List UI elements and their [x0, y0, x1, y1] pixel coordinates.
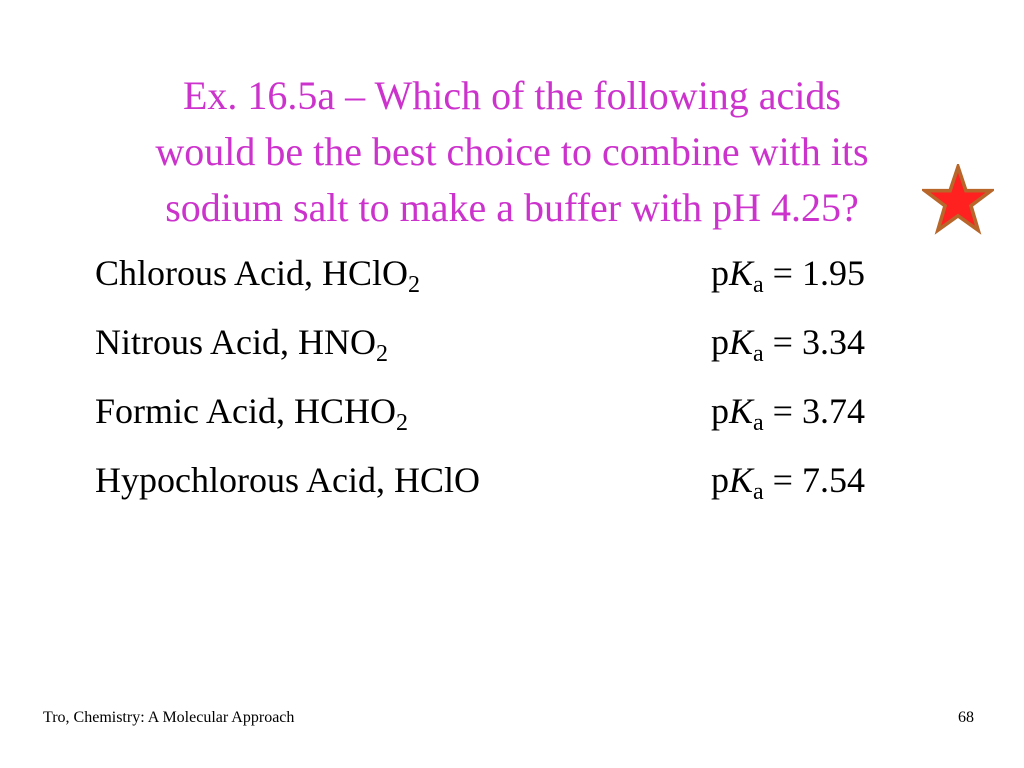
acid-row-hypochlorous — [95, 453, 915, 522]
pka-value: = 3.74 — [763, 391, 865, 431]
star-icon — [922, 164, 994, 236]
acid-name: Hypochlorous Acid, HClO — [95, 460, 480, 500]
acid-pka: $pK_a = 7.54$ — [711, 460, 865, 506]
pka-value: = 7.54 — [763, 460, 865, 500]
formula-subscript: 2 — [408, 272, 421, 299]
acid-name: Formic Acid, $HCHO_2$ — [95, 391, 408, 437]
acid-list — [95, 246, 915, 522]
footer-source: Tro, Chemistry: A Molecular Approach — [43, 709, 295, 726]
acid-row-nitrous — [95, 315, 915, 384]
formula-subscript: 2 — [376, 341, 388, 368]
acid-pka: $pK_a = 3.34$ — [711, 322, 865, 368]
acid-name: Chlorous Acid, HClO$_2$ — [95, 253, 421, 299]
formula-subscript: 2 — [396, 410, 408, 437]
star-shape — [925, 167, 991, 230]
page-number: 68 — [958, 709, 974, 726]
acid-name: Nitrous Acid, $HNO_2$ — [95, 322, 388, 368]
title-line-2: would be the best choice to combine with its — [155, 129, 869, 174]
acid-pka: $pK_a = 1.95$ — [711, 253, 865, 299]
title-line-1: Ex. 16.5a – Which of the following acids — [182, 73, 841, 118]
acid-pka: $pK_a = 3.74$ — [711, 391, 865, 437]
acid-row-chlorous — [95, 246, 915, 315]
slide-title — [60, 68, 964, 236]
pka-value: = 3.34 — [763, 322, 865, 362]
acid-row-formic — [95, 384, 915, 453]
title-line-3: sodium salt to make a buffer with pH 4.25? — [165, 185, 859, 230]
pka-value: = 1.95 — [763, 253, 865, 293]
